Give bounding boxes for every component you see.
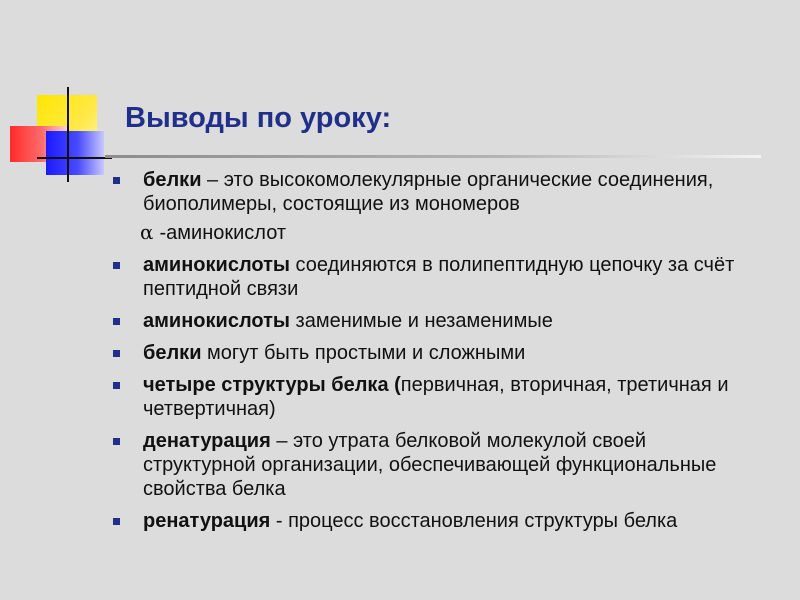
definition: -аминокислот (159, 222, 287, 244)
square-bullet-icon (113, 177, 120, 184)
term: белки (143, 169, 202, 191)
term: аминокислоты (143, 254, 290, 276)
square-bullet-icon (113, 382, 120, 389)
definition: заменимые и незаменимые (289, 310, 553, 332)
list-item (113, 253, 763, 301)
term: белки (143, 342, 202, 364)
term: четыре структуры белка ( (143, 374, 401, 396)
list-item (113, 168, 763, 216)
alpha-symbol: α (140, 220, 154, 244)
square-bullet-icon (113, 262, 120, 269)
definition: могут быть простыми и сложными (201, 342, 526, 364)
list-item-continuation (113, 220, 763, 245)
square-bullet-icon (113, 438, 120, 445)
horizontal-line (37, 157, 112, 159)
term: денатурация (143, 430, 271, 452)
definition: – это высокомолекулярные органические соединения, биополимеры, состоящие из мономеров (143, 169, 714, 215)
definition: первичная, вторичная, третичная и четвертичная) (143, 374, 729, 420)
definition: - процесс восстановления структуры белка (270, 510, 678, 532)
list-item (113, 429, 763, 501)
blue-rectangle (46, 131, 104, 175)
definition: соединяются в полипептидную цепочку за счёт пептидной связи (143, 254, 735, 300)
title-divider (105, 155, 761, 158)
list-item (113, 309, 763, 333)
definition: – это утрата белковой молекулой своей структурной организации, обеспечивающей функциональные свойства белка (143, 430, 717, 500)
conclusions-list (113, 168, 763, 541)
term: ренатурация (143, 510, 271, 532)
list-item (113, 373, 763, 421)
vertical-line (67, 87, 69, 182)
term: аминокислоты (143, 310, 290, 332)
slide-title: Выводы по уроку: (125, 102, 392, 134)
list-item (113, 341, 763, 365)
decorative-squares-logo (0, 0, 130, 200)
square-bullet-icon (113, 318, 120, 325)
square-bullet-icon (113, 518, 120, 525)
square-bullet-icon (113, 350, 120, 357)
list-item (113, 509, 763, 533)
